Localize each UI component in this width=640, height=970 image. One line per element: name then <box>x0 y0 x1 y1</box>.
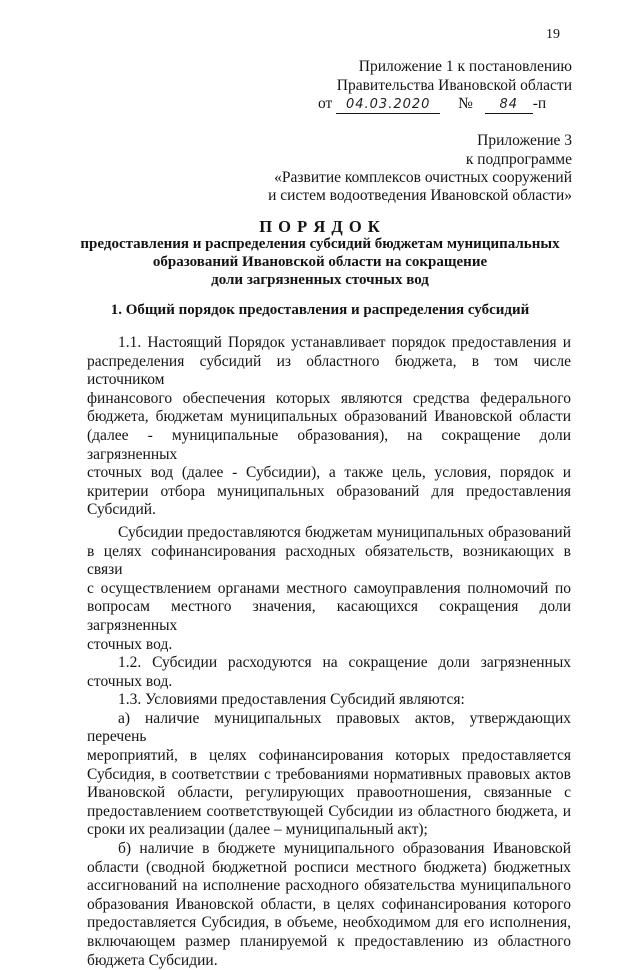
number-value: 84 <box>485 97 533 114</box>
number-suffix: -п <box>532 95 547 112</box>
title-subline-3: доли загрязненных сточных вод <box>211 272 429 288</box>
appendix-line-1: Приложение 3 <box>477 132 572 149</box>
paragraph-1-3: 1.3. Условиями предоставления Субсидий являются: <box>118 691 465 709</box>
title-subline-1: предоставления и распределения субсидий бюджетам муниципальных <box>80 236 560 252</box>
page-number: 19 <box>546 27 560 42</box>
paragraph-subsidies: Субсидии предоставляются бюджетам муниципальных образований в целях софинансирования расходных обязательств, возникающих в связи с осуществлением органами местного самоуправления полномочий по вопросам местного значения, касающихся сокращения доли загрязненных сточных вод. <box>87 523 571 653</box>
paragraph-a: а) наличие муниципальных правовых актов, утверждающих перечень мероприятий, в целях софинансирования которых предоставляется Субсидия, в соответствии с требованиями нормативных правовых актов Ивановской области, регулирующих правоотношения, связанные с предоставлением соответствующей Субсидии из областного бюджета, и сроки их реализации (далее – муниципальный акт); <box>87 709 571 839</box>
date-prefix: от <box>318 95 333 112</box>
document-title: П О Р Я Д О К <box>259 217 381 236</box>
header-date-line <box>318 95 546 114</box>
header-line-2: Правительства Ивановской области <box>336 77 572 94</box>
appendix-line-4: и систем водоотведения Ивановской области» <box>268 187 572 204</box>
body-text <box>87 334 571 970</box>
appendix-line-2: к подпрограмме <box>465 151 572 168</box>
date-value: 04.03.2020 <box>336 97 440 114</box>
paragraph-1-1: 1.1. Настоящий Порядок устанавливает порядок предоставления и распределения субсидий из областного бюджета, в том числе источником финансового обеспечения которых являются средства федерального бюджета, бюджетам муниципальных образований Ивановской области (далее - муниципальные образования), на сокращение доли загрязненных сточных вод (далее - Субсидии), а также цель, условия, порядок и критерии отбора муниципальных образований для предоставления Субсидий. <box>87 334 571 519</box>
number-sign: № <box>458 95 473 112</box>
paragraph-1-2: 1.2. Субсидии расходуются на сокращение доли загрязненных сточных вод. <box>87 654 571 690</box>
header-line-1: Приложение 1 к постановлению <box>358 58 572 75</box>
appendix-line-3: «Развитие комплексов очистных сооружений <box>274 169 572 186</box>
title-subline-2: образований Ивановской области на сокращение <box>152 254 488 270</box>
paragraph-b: б) наличие в бюджете муниципального образования Ивановской области (сводной бюджетной росписи местного бюджета) бюджетных ассигнований на исполнение расходного обязательства муниципального образования Ивановской области, в целях софинансирования которого предоставляется Субсидия, в объеме, необходимом для его исполнения, включающем размер планируемой к предоставлению из областного бюджета Субсидии. <box>87 840 571 969</box>
section-1-heading: 1. Общий порядок предоставления и распределения субсидий <box>110 302 530 318</box>
